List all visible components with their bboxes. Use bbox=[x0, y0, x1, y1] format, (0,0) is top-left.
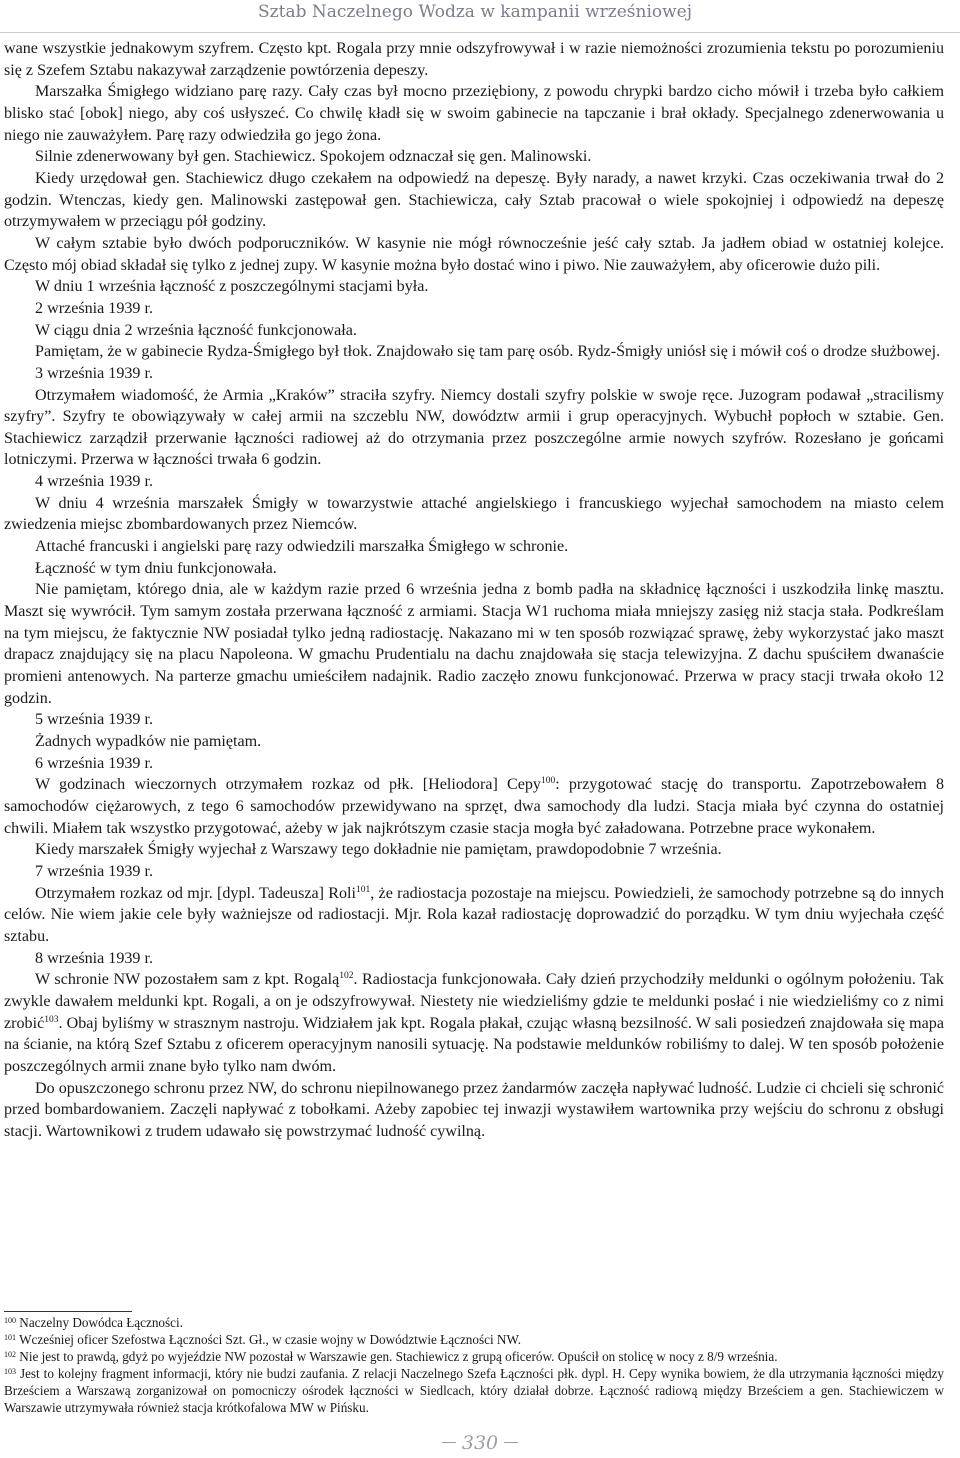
date-heading: 5 września 1939 r. bbox=[35, 711, 153, 729]
paragraph: Marszałka Śmigłego widziano parę razy. Cały czas był mocno przeziębiony, z powodu chrypki bardzo cicho mówił i trzeba było całkiem blisko stać [obok] niego, aby coś usłyszeć. Co chwilę kładł się w swoim gabinecie na tapczanie i brał okłady. Specjalnego zdenerwowania u niego nie zauważyłem. Parę razy odwiedziła go jego żona. bbox=[4, 83, 944, 144]
paragraph: Żadnych wypadków nie pamiętam. bbox=[35, 733, 262, 750]
footnote: $^{102}$ Nie jest to prawdą, gdyż po wyjeździe NW pozostał w Warszawie gen. Stachiewicz z grupą oficerów. Opuścił on stolicę w nocy z 8/9 września. bbox=[4, 1348, 778, 1364]
footnote-divider bbox=[4, 1311, 132, 1312]
date-heading: 2 września 1939 r. bbox=[35, 299, 153, 317]
paragraph: W całym sztabie było dwóch podporuczników. W kasynie nie mógł równocześnie jeść cały sztab. Ja jadłem obiad w ostatniej kolejce. Często mój obiad składał się tylko z jednej zupy. W kasynie można było dostać wino i piwo. Nie zauważyłem, aby oficerowie dużo pili. bbox=[4, 234, 944, 274]
footnote: $^{103}$ Jest to kolejny fragment informacji, który nie budzi zaufania. Z relacji Naczelnego Szefa Łączności płk. dypl. H. Cepy wynika bowiem, że dla utrzymania łączności między Brześciem a Warszawą zorganizował on pomocniczy ośrodek łączności w Siedlcach, który działał dobrze. Łączność radiową między Brześciem a gen. Stachiewiczem w Warszawie utrzymywała również stacja krótkofalowa MW w Pińsku. bbox=[4, 1365, 945, 1415]
paragraph: Attaché francuski i angielski parę razy odwiedzili marszałka Śmigłego w schronie. bbox=[35, 538, 569, 556]
paragraph: Kiedy marszałek Śmigły wyjechał z Warszawy tego dokładnie nie pamiętam, prawdopodobnie 7 września. bbox=[35, 841, 722, 859]
paragraph: Otrzymałem rozkaz od mjr. [dypl. Tadeusza] Roli$^{101}$, że radiostacja pozostaje na miejscu. Powiedzieli, że samochody potrzebne są do innych celów. Nie wiem jakie cele były ważniejsze od radiostacji. Mjr. Rola kazał radiostację doprowadzić do porządku. W tym dniu wyjechała część sztabu. bbox=[4, 884, 944, 945]
page-number-dash-right bbox=[504, 1442, 518, 1443]
paragraph: Do opuszczonego schronu przez NW, do schronu niepilnowanego przez żandarmów zaczęła napływać ludność. Ludzie ci chcieli się schronić przed bombardowaniem. Zaczęli napływać z tobołkami. Ażeby zapobiec tej inwazji wystawiłem wartownika przy wejściu do schronu z obsługi stacji. Wartownikowi z trudem udawało się powstrzymać ludność cywilną. bbox=[4, 1079, 944, 1140]
paragraph: Łączność w tym dniu funkcjonowała. bbox=[35, 559, 277, 577]
footnote-ref: 100 bbox=[540, 776, 556, 787]
paragraph: Silnie zdenerwowany był gen. Stachiewicz. Spokojem odznaczał się gen. Malinowski. bbox=[35, 148, 592, 166]
footnote-ref: 101 bbox=[356, 884, 371, 895]
date-heading: 4 września 1939 r. bbox=[35, 473, 153, 491]
date-heading: 7 września 1939 r. bbox=[35, 862, 153, 880]
paragraph: W dniu 1 września łączność z poszczególnymi stacjami była. bbox=[35, 278, 429, 296]
footnote-ref: 103 bbox=[44, 1014, 59, 1025]
paragraph: Nie pamiętam, którego dnia, ale w każdym razie przed 6 września jedna z bomb padła na składnicę łączności i uszkodziła linkę masztu. Maszt się wywrócił. Tym samym została przerwana łączność z armiami. Stacja W1 ruchoma miała mniejszy zasięg niż stacja stała. Podkreślam na tym miejscu, że faktycznie NW posiadał tylko jedną radiostację. Nakazano mi w ten sposób rozwiązać sprawę, żeby wykorzystać jako maszt drapacz znajdujący się na placu Napoleona. W gmachu Prudentialu na dachu znajdowała się stacja telewizyjna. Z dachu spuściłem dwanaście promieni antenowych. Na parterze gmachu umieściłem nadajnik. Radio zaczęło znowu funkcjonować. Przerwa w pracy stacji trwała około 12 godzin. bbox=[4, 581, 944, 707]
page-number-dash-left bbox=[442, 1442, 456, 1443]
footnotes bbox=[4, 1315, 944, 1416]
date-heading: 8 września 1939 r. bbox=[35, 949, 153, 967]
running-header: Sztab Naczelnego Wodza w kampanii wrześniowej bbox=[258, 2, 692, 22]
page-number: 330 bbox=[0, 1432, 960, 1454]
paragraph: Otrzymałem wiadomość, że Armia „Kraków” straciła szyfry. Niemcy dostali szyfry polskie w swoje ręce. Juzogram podawał „stracilismy szyfry”. Szyfry te obowiązywały w całej armii na szczeblu NW, dowództw armii i grup operacyjnych. Wybuchł popłoch w sztabie. Gen. Stachiewicz zarządził przerwanie łączności radiowej aż do otrzymania przez poszczególne armie nowych szyfrów. Rozesłano je gońcami lotniczymi. Przerwa w łączności trwała 6 godzin. bbox=[4, 386, 944, 469]
paragraph: wane wszystkie jednakowym szyfrem. Często kpt. Rogala przy mnie odszyfrowywał i w razie niemożności zrozumienia tekstu po porozumieniu się z Szefem Sztabu nakazywał zarządzenie powtórzenia depeszy. bbox=[4, 40, 944, 79]
date-heading: 6 września 1939 r. bbox=[35, 754, 153, 772]
paragraph: Kiedy urzędował gen. Stachiewicz długo czekałem na odpowiedź na depeszę. Były narady, a nawet krzyki. Czas oczekiwania trwał do 2 godzin. Wtenczas, kiedy gen. Malinowski zastępował gen. Stachiewicza, cały Sztab pracował o wiele spokojniej i odpowiedź na depeszę otrzymywałem w przeciągu pół godziny. bbox=[4, 169, 944, 231]
paragraph: W dniu 4 września marszałek Śmigły w towarzystwie attaché angielskiego i francuskiego wyjechał samochodem na miasto celem zwiedzenia miejsc zbombardowanych przez Niemców. bbox=[4, 494, 944, 534]
footnote: $^{101}$ Wcześniej oficer Szefostwa Łączności Szt. Gł., w czasie wojny w Dowództwie Łączności NW. bbox=[4, 1331, 521, 1347]
paragraph: W godzinach wieczornych otrzymałem rozkaz od płk. [Heliodora] Cepy$^{100}$: przygotować stację do transportu. Zapotrzebowałem 8 samochodów ciężarowych, z tego 6 samochodów przewidywano na sprzęt, dwa samochody dla ludzi. Stacja miała być czynna do ostatniej chwili. Miałem tak wszystko przygotować, ażeby w jak najkrótszym czasie stacja mogła być załadowana. Potrzebne prace wykonałem. bbox=[4, 776, 944, 837]
header-divider bbox=[0, 32, 960, 33]
main-text bbox=[4, 38, 944, 1142]
paragraph: W schronie NW pozostałem sam z kpt. Rogalą$^{102}$. Radiostacja funkcjonowała. Cały dzień przychodziły meldunki o ogólnym położeniu. Tak zwykle dawałem meldunki kpt. Rogali, a on je odszyfrowywał. Niestety nie wiedzieliśmy gdzie te meldunki posłać i nie wiedzieliśmy co z nimi zrobić$^{103}$. Obaj byliśmy w strasznym nastroju. Widziałem jak kpt. Rogala płakał, czując własną bezsilność. W sali posiedzeń znajdowała się mapa na ścianie, na którą Szef Sztabu z oficerem operacyjnym nanosili sytuację. Na podstawie meldunków robiliśmy to dalej. W ten sposób położenie poszczególnych armii znane było tylko nam dwóm. bbox=[4, 971, 944, 1075]
paragraph: Pamiętam, że w gabinecie Rydza-Śmigłego był tłok. Znajdowało się tam parę osób. Rydz-Śmigły uniósł się i mówił coś o drodze służbowej. bbox=[35, 343, 941, 361]
date-heading: 3 września 1939 r. bbox=[35, 364, 153, 382]
paragraph: W ciągu dnia 2 września łączność funkcjonowała. bbox=[35, 321, 357, 339]
footnote: $^{100}$ Naczelny Dowódca Łączności. bbox=[4, 1315, 183, 1330]
footnote-ref: 102 bbox=[339, 971, 354, 982]
